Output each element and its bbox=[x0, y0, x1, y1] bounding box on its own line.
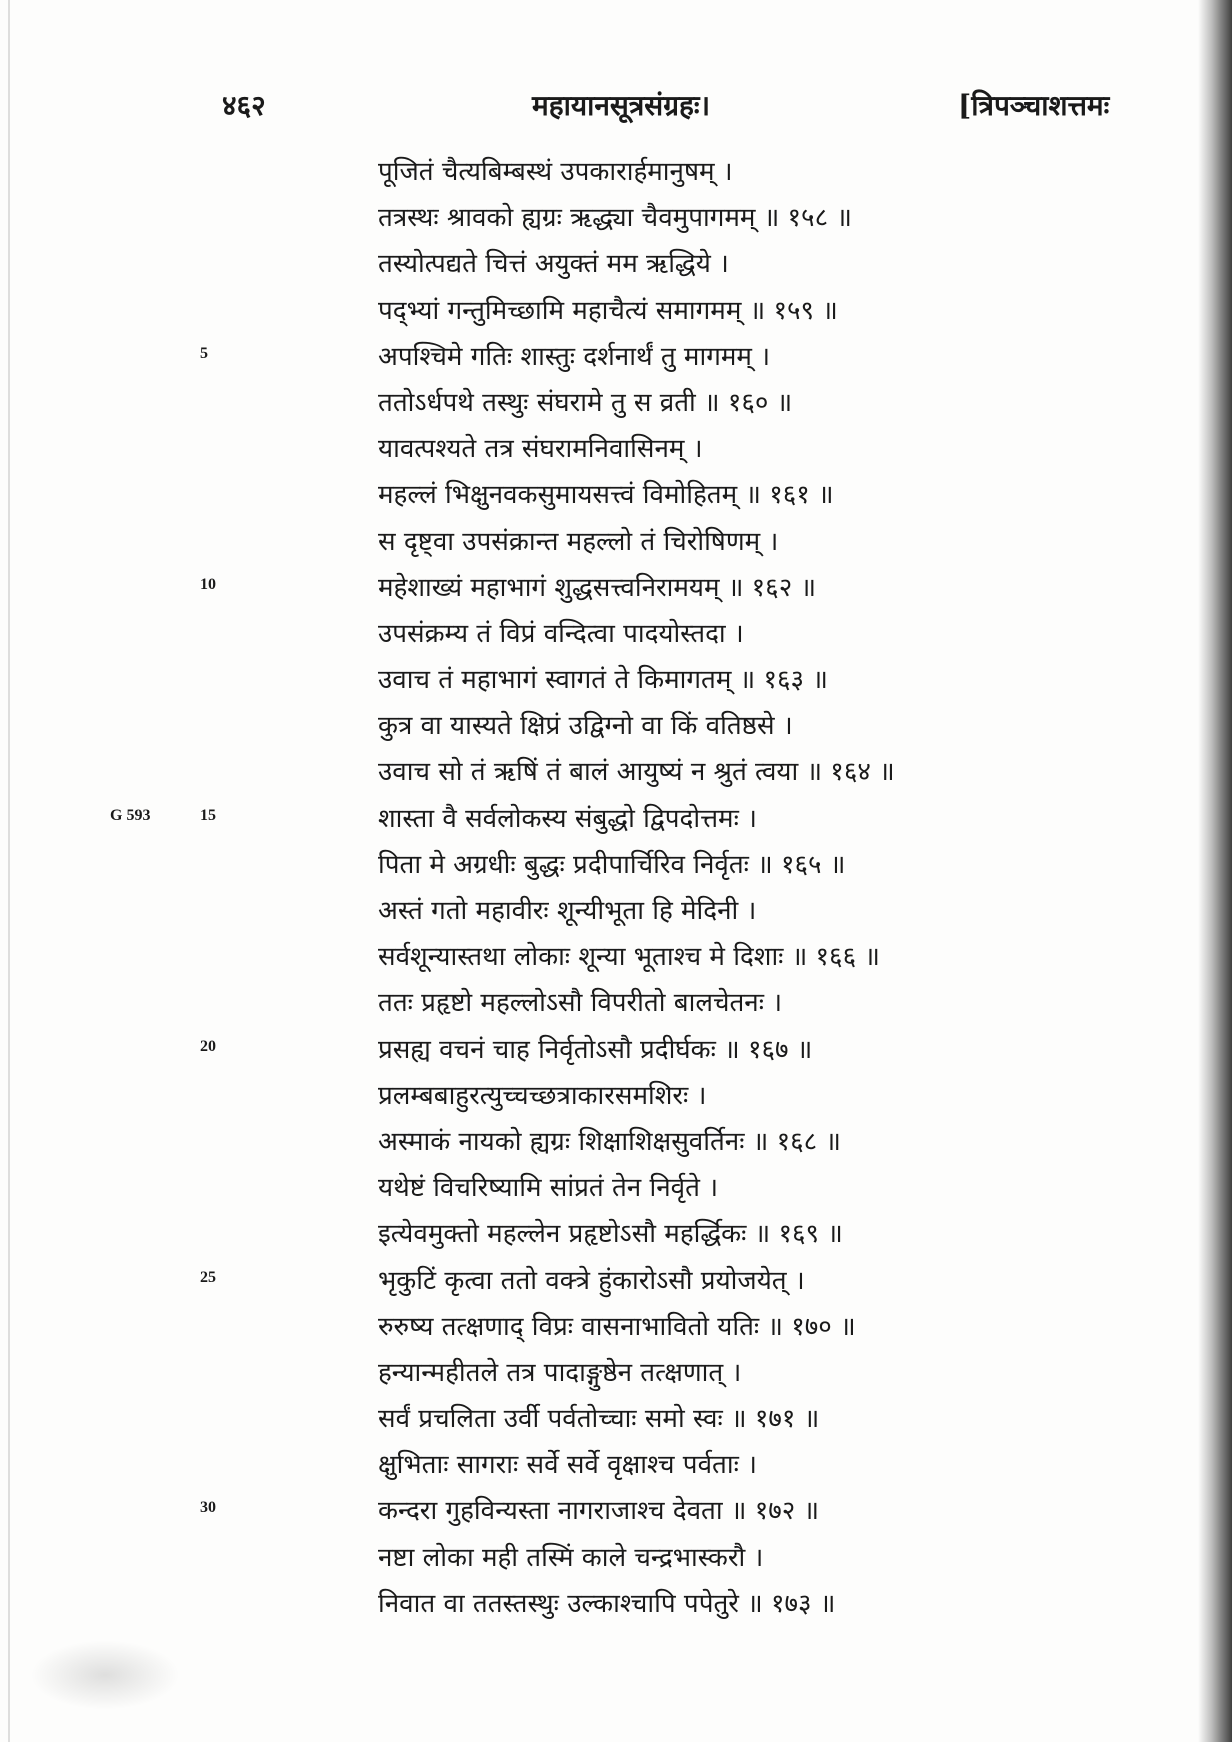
verse-line bbox=[0, 1485, 1232, 1531]
margin-reference: G 593 bbox=[110, 806, 151, 824]
verse-line bbox=[0, 562, 1232, 608]
running-title: महायानसूत्रसंग्रहः। bbox=[532, 89, 711, 122]
verse-text: यथेष्टं विचरिष्यामि सांप्रतं तेन निर्वृते । bbox=[378, 1173, 719, 1204]
verse-line bbox=[0, 1208, 1232, 1254]
verse-line bbox=[0, 746, 1232, 792]
verse-text: इत्येवमुक्तो महल्लेन प्रहृष्टोऽसौ महर्द्धिकः ॥ १६९ ॥ bbox=[378, 1219, 843, 1250]
verse-text: अस्तं गतो महावीरः शून्यीभूता हि मेदिनी । bbox=[378, 896, 757, 926]
verse-line bbox=[0, 1347, 1232, 1393]
verse-text: शास्ता वै सर्वलोकस्य संबुद्धो द्विपदोत्तमः । bbox=[378, 803, 757, 834]
page-header bbox=[0, 78, 1232, 122]
verse-block bbox=[0, 146, 1232, 1624]
verse-text: कन्दरा गुहविन्यस्ता नागराजाश्च देवता ॥ १७२ ॥ bbox=[378, 1496, 820, 1527]
verse-text: पिता मे अग्रधीः बुद्धः प्रदीपार्चिरिव निर्वृतः ॥ १६५ ॥ bbox=[378, 849, 846, 880]
verse-line bbox=[0, 839, 1232, 885]
verse-line bbox=[0, 469, 1232, 515]
verse-text: महल्लं भिक्षुनवकसुमायसत्त्वं विमोहितम् ॥ १६१ ॥ bbox=[378, 480, 834, 511]
verse-line bbox=[0, 1070, 1232, 1116]
scan-smudge bbox=[30, 1640, 180, 1710]
verse-text: निवात वा ततस्तस्थुः उल्काश्चापि पपेतुरे ॥ १७३ ॥ bbox=[378, 1588, 836, 1619]
verse-line bbox=[0, 608, 1232, 654]
verse-text: सर्वं प्रचलिता उर्वी पर्वतोच्चाः समो स्वः ॥ १७१ ॥ bbox=[378, 1404, 820, 1435]
verse-text: रुरुष्य तत्क्षणाद् विप्रः वासनाभावितो यतिः ॥ १७० ॥ bbox=[378, 1311, 856, 1342]
line-number: 25 bbox=[200, 1268, 216, 1286]
line-number: 30 bbox=[200, 1499, 216, 1517]
line-number: 10 bbox=[200, 575, 216, 593]
verse-text: ततोऽर्धपथे तस्थुः संघरामे तु स व्रती ॥ १६० ॥ bbox=[378, 387, 793, 418]
verse-line bbox=[0, 1439, 1232, 1485]
verse-line bbox=[0, 654, 1232, 700]
verse-text: स दृष्ट्वा उपसंक्रान्त महल्लो तं चिरोषिणम् । bbox=[378, 526, 779, 557]
verse-text: उवाच तं महाभागं स्वागतं ते किमागतम् ॥ १६३ ॥ bbox=[378, 665, 828, 696]
verse-line bbox=[0, 1162, 1232, 1208]
verse-line bbox=[0, 1024, 1232, 1070]
verse-text: पद्भ्यां गन्तुमिच्छामि महाचैत्यं समागमम् ॥ १५९ ॥ bbox=[378, 295, 838, 326]
verse-line bbox=[0, 516, 1232, 562]
verse-text: उपसंक्रम्य तं विप्रं वन्दित्वा पादयोस्तदा । bbox=[378, 618, 744, 649]
section-title: [त्रिपञ्चाशत्तमः bbox=[958, 89, 1110, 122]
verse-text: भृकुटिं कृत्वा ततो वक्त्रे हुंकारोऽसौ प्रयोजयेत् । bbox=[378, 1265, 805, 1296]
verse-text: उवाच सो तं ऋषिं तं बालं आयुष्यं न श्रुतं त्वया ॥ १६४ ॥ bbox=[378, 757, 895, 788]
verse-line bbox=[0, 700, 1232, 746]
verse-line bbox=[0, 793, 1232, 839]
verse-text: हन्यान्महीतले तत्र पादाङ्गुष्ठेन तत्क्षणात् । bbox=[378, 1357, 742, 1388]
verse-text: तस्योत्पद्यते चित्तं अयुक्तं मम ऋद्धिये । bbox=[378, 249, 729, 280]
verse-line bbox=[0, 146, 1232, 192]
verse-line bbox=[0, 1301, 1232, 1347]
line-number: 5 bbox=[200, 344, 208, 362]
verse-line bbox=[0, 331, 1232, 377]
verse-text: अस्माकं नायको ह्यग्रः शिक्षाशिक्षसुवर्तिनः ॥ १६८ ॥ bbox=[378, 1126, 841, 1157]
line-number: 15 bbox=[200, 806, 216, 824]
verse-line bbox=[0, 931, 1232, 977]
verse-line bbox=[0, 192, 1232, 238]
verse-text: महेशाख्यं महाभागं शुद्धसत्त्वनिरामयम् ॥ १६२ ॥ bbox=[378, 572, 817, 603]
verse-text: नष्टा लोका मही तस्मिं काले चन्द्रभास्करौ । bbox=[378, 1542, 764, 1573]
verse-text: पूजितं चैत्यबिम्बस्थं उपकारार्हमानुषम् । bbox=[378, 157, 733, 187]
verse-line bbox=[0, 885, 1232, 931]
verse-text: प्रलम्बबाहुरत्युच्चच्छत्राकारसमशिरः । bbox=[378, 1080, 707, 1111]
verse-line bbox=[0, 285, 1232, 331]
verse-line bbox=[0, 1393, 1232, 1439]
verse-text: अपश्चिमे गतिः शास्तुः दर्शनार्थं तु मागमम् । bbox=[378, 341, 771, 372]
verse-line bbox=[0, 1116, 1232, 1162]
line-number: 20 bbox=[200, 1037, 216, 1055]
page-number: ४६२ bbox=[222, 89, 266, 122]
verse-line bbox=[0, 977, 1232, 1023]
verse-text: प्रसह्य वचनं चाह निर्वृतोऽसौ प्रदीर्घकः ॥ १६७ ॥ bbox=[378, 1034, 813, 1065]
verse-text: यावत्पश्यते तत्र संघरामनिवासिनम् । bbox=[378, 434, 703, 465]
verse-line bbox=[0, 1532, 1232, 1578]
verse-line bbox=[0, 238, 1232, 284]
verse-line bbox=[0, 377, 1232, 423]
verse-text: तत्रस्थः श्रावको ह्यग्रः ऋद्ध्या चैवमुपागमम् ॥ १५८ ॥ bbox=[378, 203, 852, 234]
verse-line bbox=[0, 1578, 1232, 1624]
verse-line bbox=[0, 423, 1232, 469]
verse-text: क्षुभिताः सागराः सर्वे सर्वे वृक्षाश्च पर्वताः । bbox=[378, 1450, 757, 1481]
verse-line bbox=[0, 1255, 1232, 1301]
verse-text: सर्वशून्यास्तथा लोकाः शून्या भूताश्च मे दिशाः ॥ १६६ ॥ bbox=[378, 942, 880, 973]
verse-text: ततः प्रहृष्टो महल्लोऽसौ विपरीतो बालचेतनः । bbox=[378, 988, 783, 1019]
verse-text: कुत्र वा यास्यते क्षिप्रं उद्विग्नो वा किं वतिष्ठसे । bbox=[378, 711, 793, 742]
